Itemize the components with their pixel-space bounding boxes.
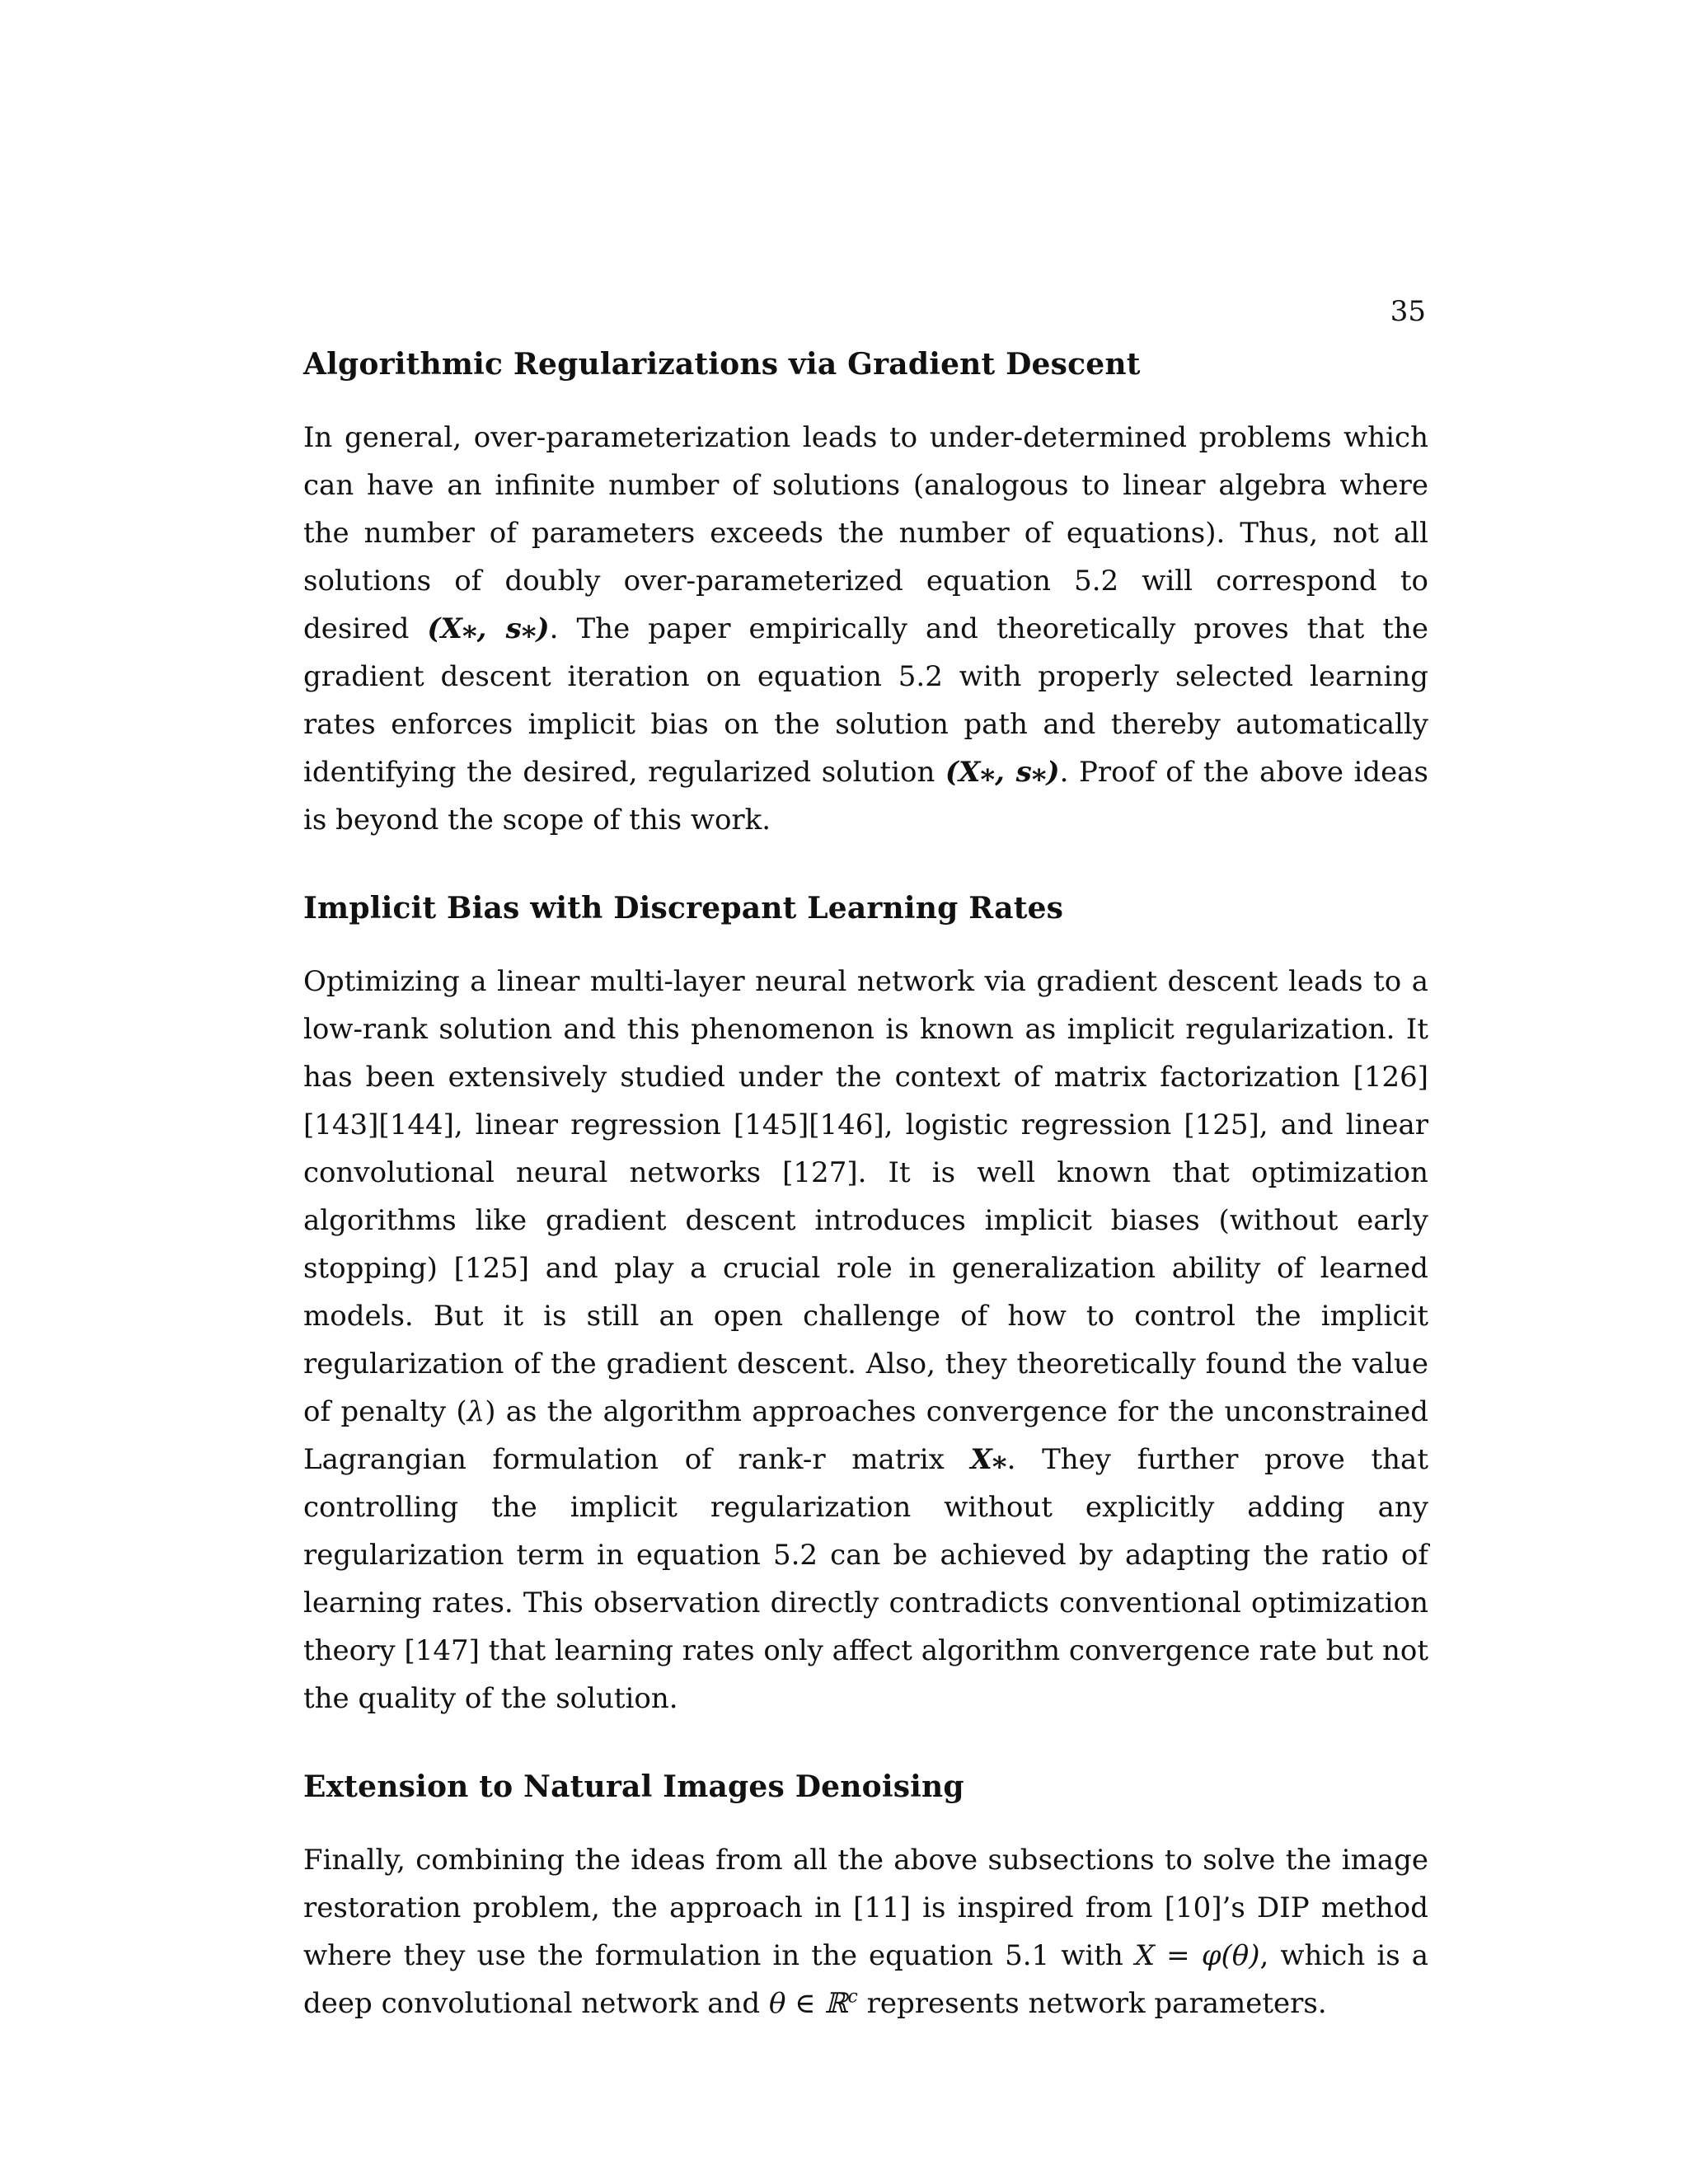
paragraph-text: . They further prove that controlling the implicit regularization without explicitly adding any regularization term in equation 5.2 can be achieved by adapting the ratio of learning rates. This observation directly contradicts conventional optimization theory [147] that learning rates only affect algorithm convergence rate but not the quality of the solution. bbox=[303, 1443, 1428, 1715]
paragraph-text: In general, over-parameterization leads to under-determined problems which can have an infinite number of solutions (analogous to linear algebra where the number of parameters exceeds the number of equations). Thus, not all solutions of doubly over-parameterized equation 5.2 will correspond to desired bbox=[303, 421, 1428, 645]
page-content bbox=[303, 340, 1428, 2027]
paragraph-text: ) as the algorithm approaches convergence for the unconstrained Lagrangian formulation of rank-r matrix bbox=[303, 1395, 1429, 1476]
section-heading: Implicit Bias with Discrepant Learning Rates bbox=[303, 891, 1064, 926]
math-expression: λ bbox=[467, 1395, 485, 1428]
paragraph-text: represents network parameters. bbox=[857, 1987, 1327, 2020]
section-implicit-bias bbox=[303, 883, 1428, 1722]
paragraph-text: , which is a deep convolutional network and bbox=[303, 1939, 1429, 2020]
math-expression: X = φ(θ) bbox=[1134, 1939, 1260, 1972]
page-number: 35 bbox=[1390, 295, 1426, 328]
math-expression: X⁎ bbox=[970, 1443, 1007, 1476]
paragraph-text: . Proof of the above ideas is beyond the scope of this work. bbox=[303, 756, 1428, 837]
section-paragraph bbox=[303, 958, 1428, 1722]
section-heading: Algorithmic Regularizations via Gradient Descent bbox=[303, 347, 1141, 382]
math-superscript: c bbox=[847, 1986, 858, 2008]
paragraph-text: Optimizing a linear multi-layer neural network via gradient descent leads to a low-rank solution and this phenomenon is known as implicit regularization. It has been extensively studied under the context of matrix factorization [126][143][144], linear regression [145][146], logistic regression [125], and linear convolutional neural networks [127]. It is well known that optimization algorithms like gradient descent introduces implicit biases (without early stopping) [125] and play a crucial role in generalization ability of learned models. But it is still an open challenge of how to control the implicit regularization of the gradient descent. Also, they theoretically found the value of penalty ( bbox=[303, 965, 1428, 1428]
section-heading: Extension to Natural Images Denoising bbox=[303, 1769, 964, 1804]
section-paragraph bbox=[303, 1836, 1428, 2027]
paragraph-text: . The paper empirically and theoretically proves that the gradient descent iteration on equation 5.2 with properly selected learning rates enforces implicit bias on the solution path and thereby automatically identifying the desired, regularized solution bbox=[303, 612, 1428, 789]
math-expression: θ ∈ ℝ bbox=[768, 1987, 848, 2020]
math-expression: (X⁎, s⁎) bbox=[945, 756, 1060, 789]
section-algorithmic-regularizations bbox=[303, 340, 1428, 844]
section-natural-images-denoising bbox=[303, 1762, 1428, 2027]
paragraph-text: Finally, combining the ideas from all the above subsections to solve the image restoration problem, the approach in [11] is inspired from [10]’s DIP method where they use the formulation in the equation 5.1 with bbox=[303, 1844, 1428, 1972]
math-expression: (X⁎, s⁎) bbox=[427, 612, 550, 645]
section-paragraph bbox=[303, 414, 1428, 844]
